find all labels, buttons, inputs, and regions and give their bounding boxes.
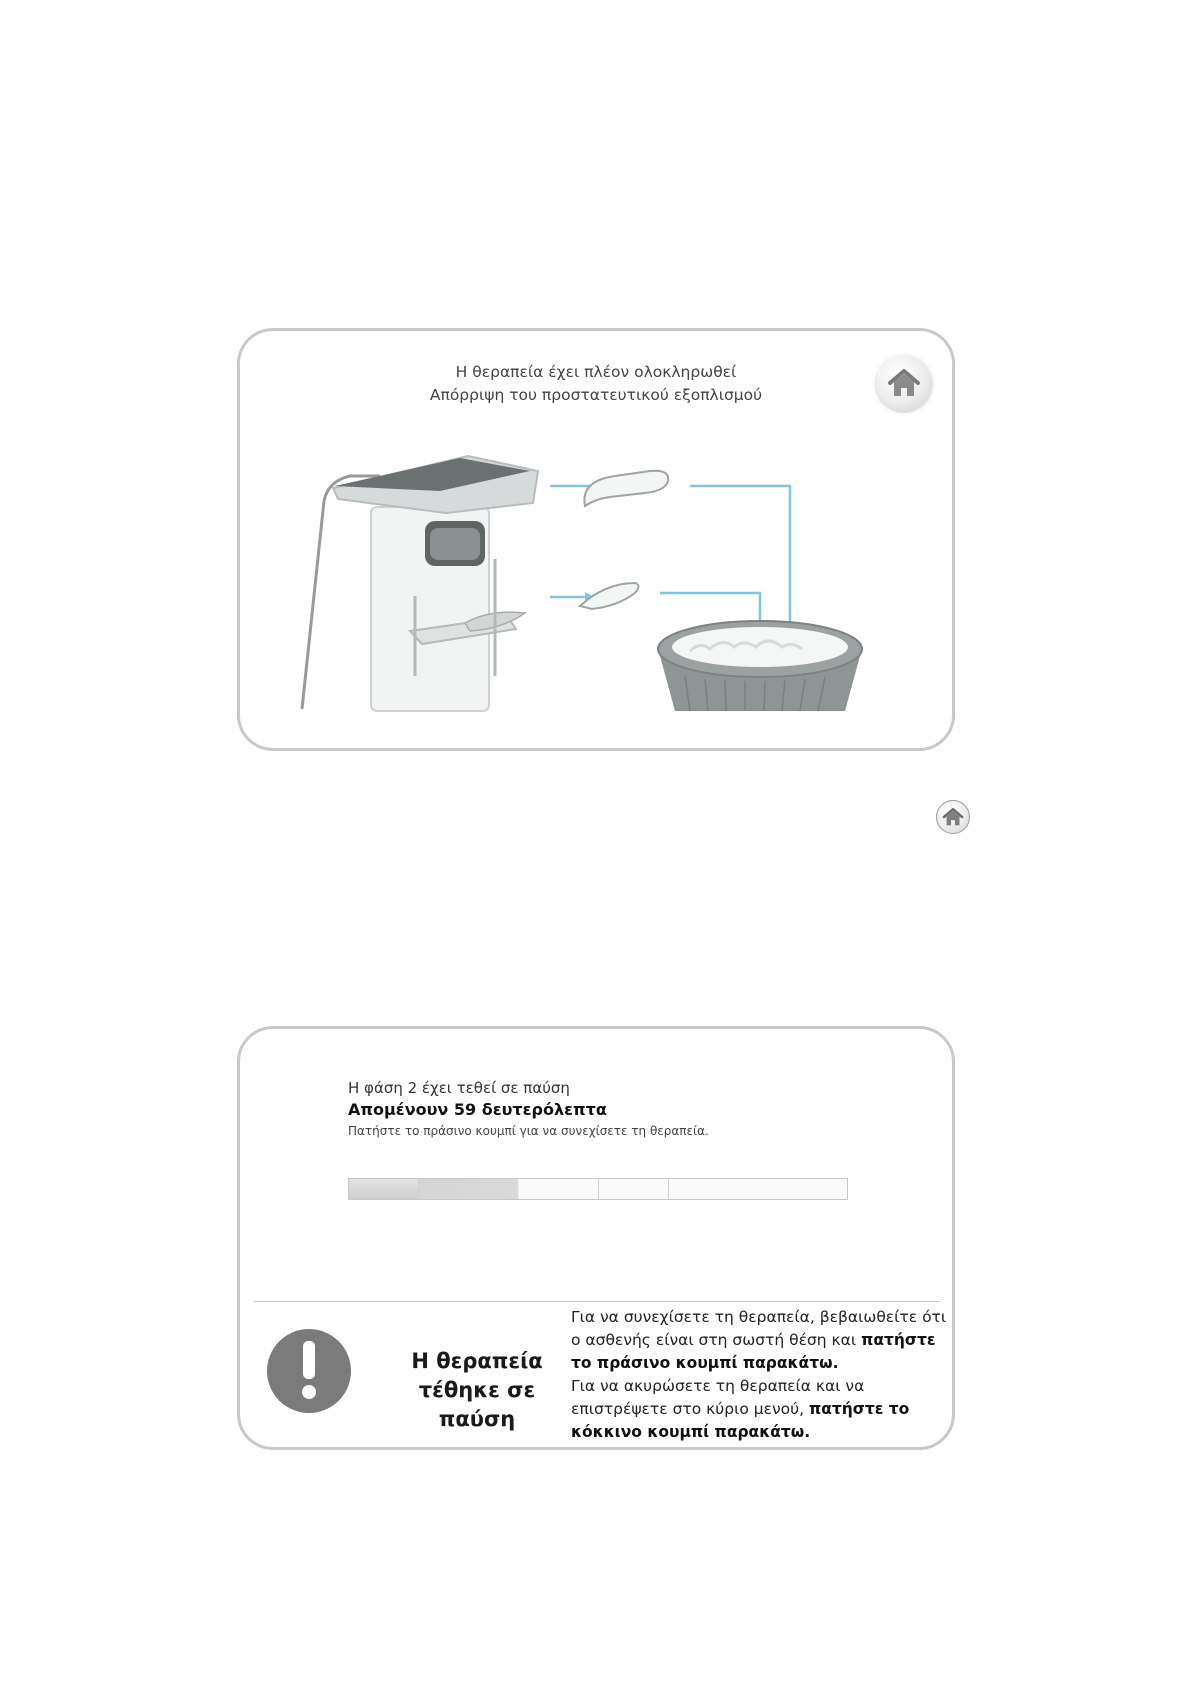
continue-instruction xyxy=(571,1306,953,1375)
remaining-time-text: Απομένουν 59 δευτερόλεπτα xyxy=(348,1100,607,1119)
phase-status-text: Η φάση 2 έχει τεθεί σε παύση xyxy=(348,1079,570,1097)
resume-instruction-text: Πατήστε το πράσινο κουμπί για να συνεχίσετε τη θεραπεία. xyxy=(348,1124,709,1138)
paused-alert-title xyxy=(382,1347,572,1434)
treatment-device-illustration xyxy=(302,456,538,711)
continue-instruction-text: Για να συνεχίσετε τη θεραπεία, βεβαιωθείτε ότι ο ασθενής είναι στη σωστή θέση και xyxy=(571,1308,947,1349)
exclamation-icon xyxy=(267,1329,351,1413)
treatment-complete-screen xyxy=(237,328,955,751)
progress-segment-1 xyxy=(349,1179,419,1199)
cancel-instruction-emphasis: πατήστε το κόκκινο κουμπί παρακάτω. xyxy=(571,1400,910,1441)
phase-progress-bar xyxy=(348,1178,848,1200)
alert-title-line-2: τέθηκε σε παύση xyxy=(418,1378,536,1431)
progress-segment-3 xyxy=(599,1179,669,1199)
treatment-paused-screen xyxy=(237,1026,955,1450)
cancel-instruction xyxy=(571,1375,953,1444)
title-line-1: Η θεραπεία έχει πλέον ολοκληρωθεί xyxy=(455,363,737,381)
progress-segment-2 xyxy=(419,1179,599,1199)
waste-bin-illustration xyxy=(658,621,862,711)
progress-segment-4 xyxy=(669,1179,847,1199)
continue-instruction-emphasis: πατήστε το πράσινο κουμπί παρακάτω. xyxy=(571,1331,936,1372)
phase-status-block xyxy=(348,1077,709,1141)
title-line-2: Απόρριψη του προστατευτικού εξοπλισμού xyxy=(429,386,763,404)
home-button-reference[interactable] xyxy=(936,800,970,834)
cancel-instruction-text: Για να ακυρώσετε τη θεραπεία και να επιστρέψετε στο κύριο μενού, xyxy=(571,1377,865,1418)
paused-alert-message xyxy=(571,1306,953,1444)
divider xyxy=(254,1301,940,1302)
alert-title-line-1: Η θεραπεία xyxy=(411,1349,543,1373)
home-icon xyxy=(942,807,964,827)
disposal-illustration xyxy=(240,331,952,748)
forehead-pad xyxy=(584,471,668,506)
